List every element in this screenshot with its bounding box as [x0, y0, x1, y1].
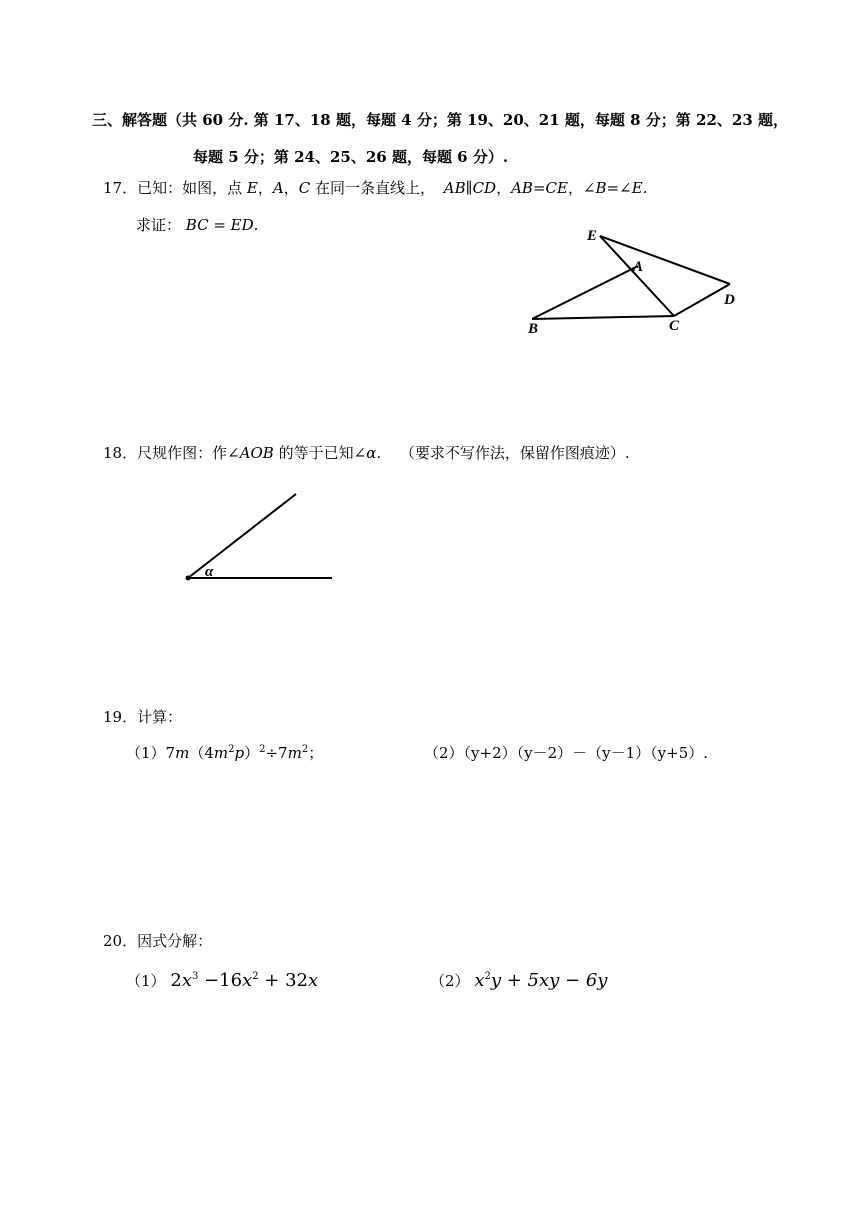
- q18-note: （要求不写作法，保留作图痕迹）.: [399, 444, 630, 462]
- angle-alpha-label: α: [205, 564, 214, 580]
- label-e: E: [587, 228, 598, 244]
- q18-statement: [103, 442, 630, 463]
- q17-point-a: A: [272, 179, 284, 197]
- q19-part1-exp-outer: 2: [259, 744, 266, 755]
- segment-ec: [600, 236, 674, 316]
- label-a: A: [633, 259, 644, 275]
- q19-part1-label: （1）: [126, 744, 166, 762]
- q18-angle-figure: [180, 488, 340, 588]
- q19-part1-paren-close: ）: [244, 744, 260, 762]
- q17-parallel: AB∥CD: [443, 179, 497, 197]
- q17-known-mid: 在同一条直线上，: [314, 179, 435, 197]
- q18-text-prefix: 尺规作图：作∠: [137, 444, 240, 462]
- angle-vertex-dot: [186, 576, 191, 581]
- q19-part2-expr: （y+2）（y－2）－（y－1）（y+5）.: [463, 744, 709, 762]
- q18-angle-name: AOB: [239, 444, 274, 462]
- q17-angle-eq: ∠B=∠E.: [582, 179, 648, 197]
- q19-part1-coef: 7: [165, 744, 176, 762]
- q17-statement: [103, 177, 647, 198]
- q17-known-prefix: 已知：如图，点: [137, 179, 243, 197]
- q17-sep2: ，: [283, 179, 299, 197]
- q19-part2: [424, 742, 708, 763]
- q17-number: 17．: [103, 179, 138, 197]
- q17-prove-end: .: [253, 216, 259, 234]
- q19-part1-exp-inner: 2: [228, 744, 235, 755]
- q19-part1-p: p: [234, 744, 245, 762]
- q17-sep1: ，: [257, 179, 273, 197]
- q19-part1: [126, 742, 323, 763]
- q19-part1-m-last: m: [287, 744, 302, 762]
- q20-number: 20．: [103, 932, 138, 950]
- q18-number: 18．: [103, 444, 138, 462]
- q17-sep4: ，: [567, 179, 583, 197]
- section-title-line1: 三、解答题（共 60 分. 第 17、18 题，每题 4 分；第 19、20、21 题，每题 8 分；第 22、23 题，: [92, 111, 788, 129]
- q17-prove-expr: BC = ED: [185, 216, 254, 234]
- q19-number: 19．: [103, 708, 138, 726]
- q17-point-c: C: [298, 179, 311, 197]
- segment-ba: [532, 266, 638, 319]
- q20-heading: [103, 930, 212, 951]
- label-d: D: [724, 292, 735, 308]
- q19-heading: [103, 706, 182, 727]
- q17-prove: [136, 214, 258, 235]
- q18-text-mid: 的等于已知∠: [278, 444, 367, 462]
- q17-prove-label: 求证：: [136, 216, 182, 234]
- q17-sep3: ，: [496, 179, 512, 197]
- q17-point-e: E: [246, 179, 258, 197]
- q17-equal-seg: AB=CE: [511, 179, 568, 197]
- q20-part1-label: （1）: [126, 972, 166, 990]
- q19-part2-label: （2）: [424, 744, 464, 762]
- q20-part2: [430, 970, 607, 991]
- q19-part1-m: m: [175, 744, 190, 762]
- segment-cd: [674, 284, 730, 316]
- q19-part1-exp-last: 2: [301, 744, 309, 755]
- q20-part1-expr: $2x^3 -16x^2 + 32x$: [170, 970, 319, 991]
- section-title-line2: 每题 5 分；第 24、25、26 题，每题 6 分）.: [193, 148, 509, 166]
- label-b: B: [528, 321, 539, 337]
- q20-title: 因式分解：: [137, 932, 213, 950]
- segment-ed: [600, 236, 730, 284]
- label-c: C: [669, 318, 680, 334]
- segment-bc: [532, 316, 674, 319]
- q20-part1: [126, 970, 318, 991]
- q19-title: 计算：: [137, 708, 183, 726]
- q19-part1-divide: ÷7: [265, 744, 288, 762]
- q19-part1-paren-open: （4: [189, 744, 214, 762]
- q19-part1-end: ；: [308, 744, 324, 762]
- q17-triangle-figure: [520, 222, 760, 342]
- q20-part2-label: （2）: [430, 972, 470, 990]
- q18-alpha: α.: [366, 444, 382, 462]
- q19-part1-m-inner: m: [213, 744, 229, 762]
- q20-part2-expr: $x^2y + 5xy - 6y$: [474, 970, 608, 991]
